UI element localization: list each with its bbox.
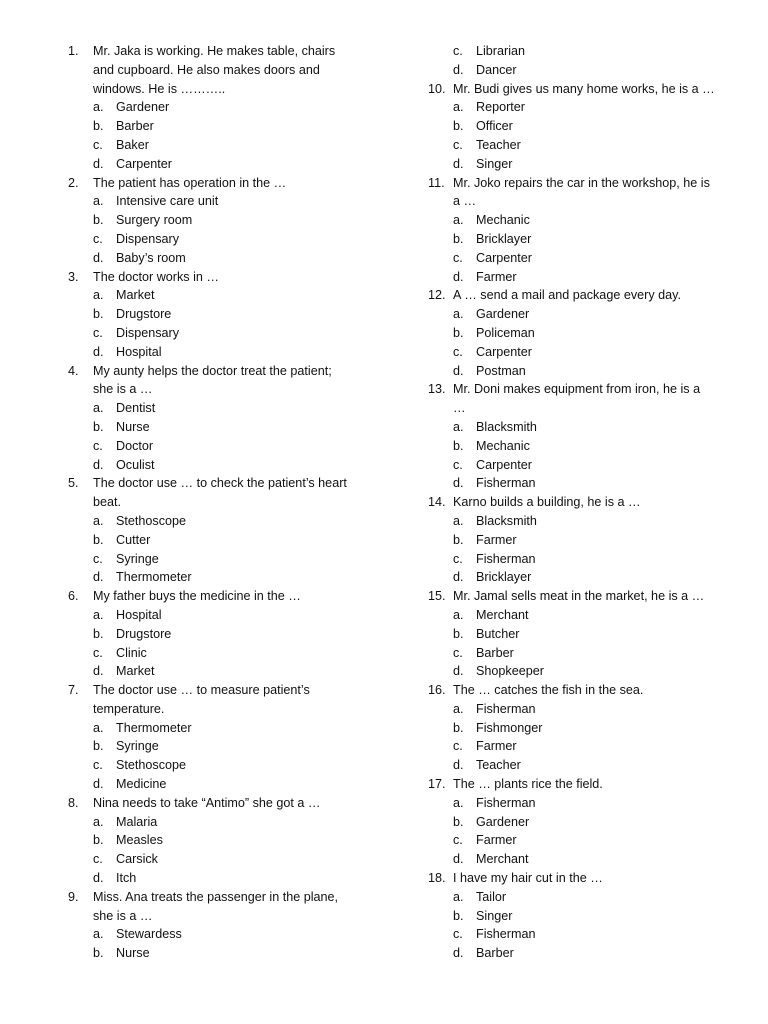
answer-option [428,794,728,813]
option-letter: b. [93,419,104,434]
question-text: Mr. Jamal sells meat in the market, he is a … [453,589,705,604]
option-text: Stethoscope [116,758,187,773]
option-letter: c. [453,927,463,942]
question-line [428,587,728,606]
option-letter: c. [93,325,103,340]
answer-option [68,456,368,475]
question-text: a … [453,194,477,209]
question-line [428,286,728,305]
option-text: Officer [476,119,513,134]
option-text: Cutter [116,532,151,547]
option-text: Farmer [476,269,517,284]
left-column [68,42,368,963]
answer-option [428,362,728,381]
question-number: 7. [68,683,79,698]
question-number: 9. [68,889,79,904]
question-text: Nina needs to take “Antimo” she got a … [93,795,321,810]
option-text: Barber [476,946,514,961]
option-letter: d. [93,457,104,472]
answer-option [428,550,728,569]
option-text: Teacher [476,137,521,152]
option-letter: d. [453,476,464,491]
option-text: Carpenter [116,156,173,171]
option-text: Dispensary [116,231,179,246]
option-letter: a. [453,513,464,528]
question-text: Mr. Budi gives us many home works, he is a … [453,81,715,96]
answer-option [428,474,728,493]
answer-option [428,813,728,832]
question-text: A … send a mail and package every day. [453,288,681,303]
question-text: Miss. Ana treats the passenger in the plane, [93,889,339,904]
question-line [428,80,728,99]
option-text: Blacksmith [476,513,537,528]
answer-option [68,418,368,437]
question-text: The … plants rice the field. [453,777,603,792]
answer-option [68,625,368,644]
option-letter: d. [93,664,104,679]
question-number: 17. [428,777,446,792]
option-text: Baker [116,137,149,152]
answer-option [68,437,368,456]
question-text: Karno builds a building, he is a … [453,495,641,510]
option-text: Intensive care unit [116,194,219,209]
option-text: Dispensary [116,325,179,340]
option-text: Dentist [116,401,156,416]
question-line [428,380,728,399]
answer-option [68,230,368,249]
question-text: Mr. Doni makes equipment from iron, he is a [453,382,701,397]
question-text: beat. [93,495,122,510]
option-letter: d. [453,363,464,378]
option-letter: d. [93,871,104,886]
answer-option [428,249,728,268]
right-column [428,42,728,963]
question-continuation-line [68,380,368,399]
option-text: Bricklayer [476,570,532,585]
question-number: 2. [68,175,79,190]
answer-option [428,155,728,174]
question-text: The doctor works in … [93,269,219,284]
question-line [68,268,368,287]
option-text: Nurse [116,946,150,961]
question-line [68,42,368,61]
question-number: 11. [428,175,445,190]
option-letter: c. [93,758,103,773]
option-text: Syringe [116,739,159,754]
answer-option [428,343,728,362]
answer-option [428,756,728,775]
option-letter: c. [93,551,103,566]
answer-option [68,343,368,362]
question-text: The patient has operation in the … [93,175,287,190]
option-letter: b. [453,908,464,923]
question-number: 6. [68,589,79,604]
question-line [68,362,368,381]
option-text: Malaria [116,814,158,829]
option-letter: c. [453,457,463,472]
option-text: Surgery room [116,213,193,228]
question-text: The … catches the fish in the sea. [453,683,644,698]
option-letter: c. [453,250,463,265]
answer-option [68,305,368,324]
option-text: Merchant [476,607,529,622]
option-letter: d. [93,344,104,359]
option-text: Butcher [476,626,520,641]
answer-option [68,550,368,569]
question-number: 13. [428,382,446,397]
option-text: Reporter [476,100,525,115]
option-letter: a. [453,100,464,115]
question-line [68,888,368,907]
question-line [68,681,368,700]
question-text: I have my hair cut in the … [453,871,603,886]
option-text: Medicine [116,777,167,792]
option-letter: d. [93,156,104,171]
answer-option [428,512,728,531]
question-number: 8. [68,795,79,810]
option-letter: a. [93,607,104,622]
question-continuation-line [68,493,368,512]
option-letter: c. [453,551,463,566]
answer-option [68,662,368,681]
option-letter: d. [93,777,104,792]
option-text: Dancer [476,62,517,77]
option-letter: c. [453,344,463,359]
option-text: Carpenter [476,457,533,472]
answer-option [428,42,728,61]
question-text: Mr. Joko repairs the car in the workshop, he is [453,175,710,190]
answer-option [428,831,728,850]
option-letter: a. [93,194,104,209]
option-letter: d. [453,156,464,171]
option-letter: b. [453,720,464,735]
answer-option [68,719,368,738]
option-text: Blacksmith [476,419,537,434]
option-text: Thermometer [116,570,192,585]
answer-option [428,850,728,869]
answer-option [428,568,728,587]
option-text: Farmer [476,532,517,547]
option-text: Market [116,664,155,679]
option-text: Doctor [116,438,154,453]
answer-option [428,719,728,738]
option-text: Fisherman [476,551,536,566]
option-letter: b. [93,307,104,322]
answer-option [68,249,368,268]
answer-option [68,98,368,117]
option-letter: b. [93,626,104,641]
option-letter: a. [93,288,104,303]
option-letter: b. [93,833,104,848]
option-letter: a. [453,607,464,622]
question-line [428,775,728,794]
option-text: Gardener [476,814,530,829]
option-letter: b. [93,946,104,961]
question-continuation-line [68,80,368,99]
answer-option [68,775,368,794]
option-text: Drugstore [116,626,172,641]
answer-option [68,831,368,850]
option-text: Oculist [116,457,155,472]
option-letter: c. [93,645,103,660]
option-text: Mechanic [476,438,530,453]
question-continuation-line [428,399,728,418]
option-text: Fishmonger [476,720,543,735]
option-letter: a. [93,513,104,528]
answer-option [428,268,728,287]
option-text: Market [116,288,155,303]
question-number: 10. [428,81,446,96]
option-text: Fisherman [476,476,536,491]
answer-option [428,61,728,80]
answer-option [68,211,368,230]
answer-option [428,625,728,644]
answer-option [428,531,728,550]
option-text: Postman [476,363,526,378]
option-letter: d. [93,570,104,585]
question-text: Mr. Jaka is working. He makes table, chairs [93,44,336,58]
question-text: and cupboard. He also makes doors and [93,62,320,77]
option-text: Shopkeeper [476,664,544,679]
option-letter: c. [93,137,103,152]
option-letter: c. [453,645,463,660]
answer-option [68,512,368,531]
option-letter: d. [453,758,464,773]
answer-option [68,813,368,832]
answer-option [68,324,368,343]
option-letter: a. [93,401,104,416]
question-line [428,493,728,512]
question-continuation-line [428,192,728,211]
option-letter: d. [453,570,464,585]
option-text: Measles [116,833,163,848]
option-text: Clinic [116,645,147,660]
question-line [428,869,728,888]
option-letter: a. [453,795,464,810]
option-letter: a. [453,307,464,322]
question-text: My aunty helps the doctor treat the patient; [93,363,332,378]
option-letter: a. [93,100,104,115]
answer-option [428,907,728,926]
option-text: Barber [476,645,514,660]
option-text: Carpenter [476,344,533,359]
option-text: Singer [476,908,513,923]
answer-option [428,324,728,343]
option-text: Stethoscope [116,513,187,528]
answer-option [68,192,368,211]
answer-option [428,211,728,230]
option-letter: a. [93,814,104,829]
option-text: Hospital [116,607,162,622]
option-text: Carsick [116,852,158,867]
answer-option [68,568,368,587]
answer-option [68,944,368,963]
option-letter: d. [453,664,464,679]
option-text: Singer [476,156,513,171]
option-letter: b. [453,231,464,246]
option-letter: a. [453,213,464,228]
answer-option [68,925,368,944]
option-text: Bricklayer [476,231,532,246]
question-number: 18. [428,871,446,886]
option-letter: c. [453,739,463,754]
answer-option [428,700,728,719]
question-text: The doctor use … to measure patient’s [93,683,310,698]
question-number: 1. [68,44,79,58]
option-text: Teacher [476,758,521,773]
option-letter: c. [453,44,463,58]
question-text: she is a … [93,908,153,923]
option-text: Fisherman [476,927,536,942]
option-text: Fisherman [476,795,536,810]
answer-option [428,737,728,756]
option-letter: c. [453,137,463,152]
option-letter: b. [93,532,104,547]
option-letter: b. [453,119,464,134]
option-text: Baby’s room [116,250,186,265]
option-text: Fisherman [476,701,536,716]
option-text: Tailor [476,889,507,904]
question-text: My father buys the medicine in the … [93,589,301,604]
option-letter: b. [453,325,464,340]
question-line [428,681,728,700]
option-letter: b. [93,213,104,228]
answer-option [428,437,728,456]
option-letter: b. [453,814,464,829]
option-letter: c. [93,852,103,867]
option-text: Farmer [476,739,517,754]
option-letter: d. [453,269,464,284]
answer-option [68,117,368,136]
option-letter: c. [93,438,103,453]
option-text: Barber [116,119,154,134]
option-letter: a. [93,720,104,735]
option-letter: d. [453,852,464,867]
answer-option [428,456,728,475]
answer-option [428,888,728,907]
answer-option [428,98,728,117]
option-letter: d. [93,250,104,265]
question-number: 16. [428,683,446,698]
question-number: 4. [68,363,79,378]
answer-option [428,136,728,155]
answer-option [68,644,368,663]
question-line [68,587,368,606]
option-text: Syringe [116,551,159,566]
question-text: she is a … [93,382,153,397]
option-letter: b. [453,532,464,547]
option-text: Carpenter [476,250,533,265]
option-letter: c. [453,833,463,848]
answer-option [428,662,728,681]
answer-option [428,418,728,437]
question-continuation-line [68,907,368,926]
question-number: 5. [68,476,79,491]
option-letter: b. [453,626,464,641]
option-text: Gardener [116,100,170,115]
option-text: Nurse [116,419,150,434]
question-number: 12. [428,288,446,303]
question-number: 15. [428,589,446,604]
question-line [68,794,368,813]
answer-option [428,644,728,663]
question-text: windows. He is ……….. [93,81,226,96]
answer-option [68,136,368,155]
option-letter: b. [453,438,464,453]
question-number: 3. [68,269,79,284]
option-text: Farmer [476,833,517,848]
option-letter: c. [93,231,103,246]
answer-option [68,756,368,775]
option-text: Policeman [476,325,535,340]
answer-option [428,944,728,963]
option-letter: b. [93,119,104,134]
option-text: Itch [116,871,137,886]
option-text: Drugstore [116,307,172,322]
option-letter: a. [93,927,104,942]
answer-option [428,230,728,249]
question-continuation-line [68,700,368,719]
option-text: Stewardess [116,927,182,942]
option-letter: d. [453,62,464,77]
option-text: Librarian [476,44,526,58]
question-line [428,174,728,193]
question-continuation-line [68,61,368,80]
answer-option [68,606,368,625]
option-letter: b. [93,739,104,754]
answer-option [68,737,368,756]
answer-option [68,286,368,305]
question-text: … [453,401,466,416]
option-letter: a. [453,701,464,716]
answer-option [428,925,728,944]
answer-option [428,117,728,136]
option-text: Thermometer [116,720,192,735]
answer-option [68,531,368,550]
answer-option [428,305,728,324]
option-text: Merchant [476,852,529,867]
answer-option [68,869,368,888]
question-line [68,474,368,493]
question-text: The doctor use … to check the patient’s heart [93,476,347,491]
answer-option [68,850,368,869]
option-letter: a. [453,889,464,904]
answer-option [68,399,368,418]
option-text: Gardener [476,307,530,322]
option-letter: d. [453,946,464,961]
question-number: 14. [428,495,446,510]
option-letter: a. [453,419,464,434]
option-text: Mechanic [476,213,530,228]
answer-option [68,155,368,174]
answer-option [428,606,728,625]
question-line [68,174,368,193]
option-text: Hospital [116,344,162,359]
question-text: temperature. [93,701,165,716]
